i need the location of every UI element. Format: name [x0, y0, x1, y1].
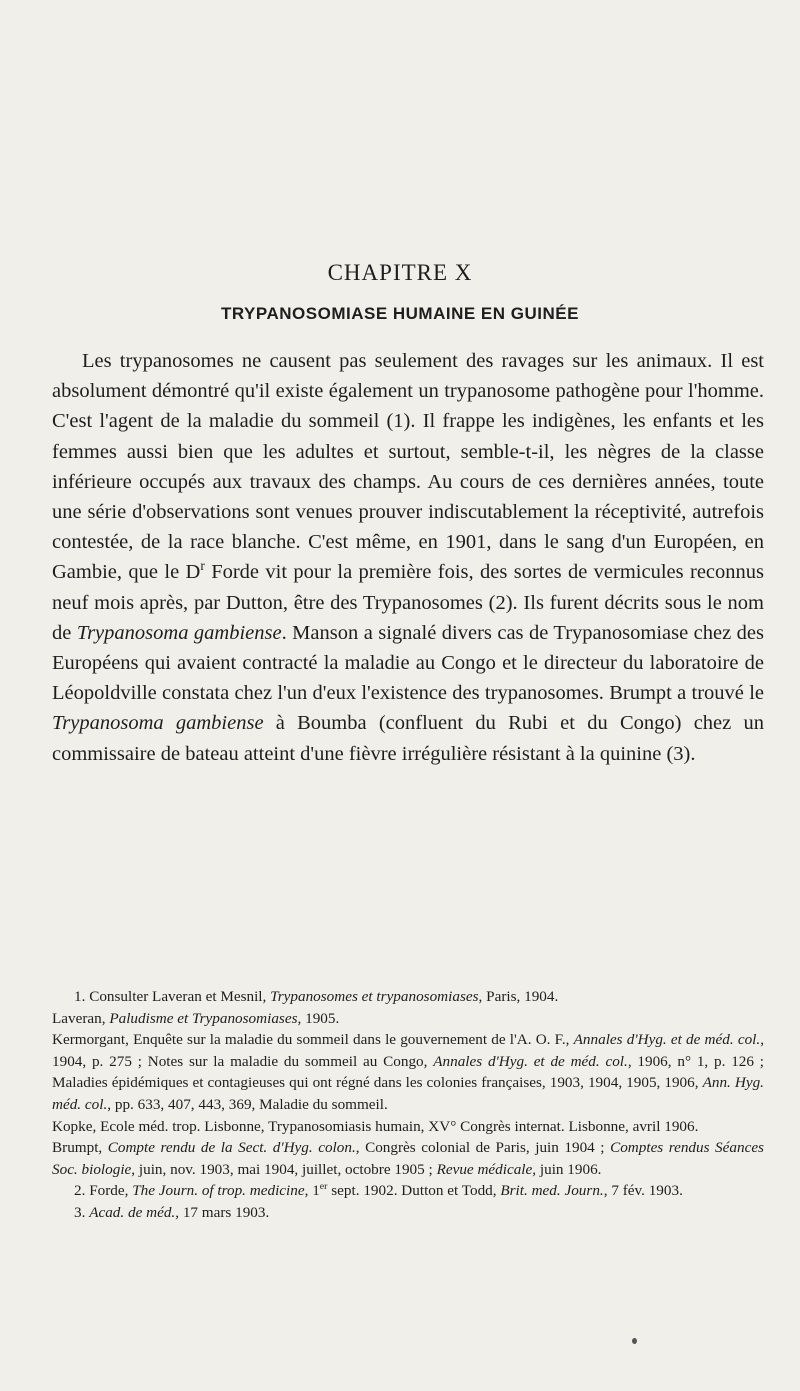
- footnote-title: Acad. de méd.: [89, 1203, 176, 1221]
- footnote-text: , juin 1906.: [532, 1160, 602, 1178]
- footnote-title: Comptes rendus Séances Soc. biologie: [52, 1139, 764, 1178]
- paragraph-text: à Boumba (confluent du Rubi et du Congo) chez un commissaire de bateau atteint d'une fièvre irrégulière résistant à la quinine (3).: [52, 712, 764, 765]
- footnote-title: The Journ. of trop. medicine: [132, 1182, 305, 1200]
- footnote: [52, 1180, 764, 1202]
- footnote: [52, 1202, 764, 1224]
- footnote-text: , pp. 633, 407, 443, 369, Maladie du sommeil.: [107, 1095, 388, 1113]
- footnote: [52, 986, 764, 1008]
- species-name: Trypanosoma gambiense: [52, 712, 264, 735]
- footnote-text: Laveran,: [52, 1009, 110, 1027]
- footnote-text: Kopke, Ecole méd. trop. Lisbonne, Trypanosomiasis humain, XV° Congrès internat. Lisbonne, avril 1906.: [52, 1117, 699, 1135]
- footnote-text: , Congrès colonial de Paris, juin 1904 ;: [355, 1139, 611, 1157]
- ink-speck: [632, 1338, 637, 1344]
- footnote-text: , 1: [304, 1182, 320, 1200]
- footnote-title: Paludisme et Trypanosomiases: [109, 1009, 298, 1027]
- footnote-text: , juin, nov. 1903, mai 1904, juillet, octobre 1905 ;: [131, 1160, 437, 1178]
- footnote-text: Brumpt,: [52, 1139, 108, 1157]
- footnote: [52, 1116, 764, 1138]
- footnote-text: , 7 fév. 1903.: [603, 1182, 683, 1200]
- footnote: [52, 1008, 764, 1030]
- footnote-title: Brit. med. Journ.: [500, 1182, 604, 1200]
- footnote-title: Compte rendu de la Sect. d'Hyg. colon.: [107, 1139, 356, 1157]
- footnote-text: , 1905.: [297, 1009, 340, 1027]
- footnote: [52, 1029, 764, 1115]
- footnote-text: , Paris, 1904.: [478, 988, 559, 1005]
- footnote-text: sept. 1902. Dutton et Todd,: [327, 1182, 501, 1200]
- footnote-title: Annales d'Hyg. et de méd. col.: [573, 1031, 761, 1049]
- species-name: Trypanosoma gambiense: [76, 621, 282, 644]
- footnote-title: Trypanosomes et trypanosomiases: [270, 988, 479, 1005]
- footnote-text: , 1906, n° 1, p. 126 ; Maladies épidémiques et contagieuses qui ont régné dans les colonies françaises, 1903, 1904, 1905, 1906,: [52, 1052, 764, 1092]
- superscript: er: [319, 1181, 328, 1193]
- footnote-text: 3.: [74, 1203, 90, 1221]
- footnote-text: Kermorgant, Enquête sur la maladie du sommeil dans le gouvernement de l'A. O. F.,: [52, 1031, 574, 1049]
- paragraph-text: Forde vit pour la première fois, des sortes de vermicules reconnus neuf mois après, par Dutton, être des Trypanosomes (2). Ils furent décrits sous le nom de: [52, 561, 765, 644]
- footnote-text: 2. Forde,: [74, 1182, 133, 1200]
- chapter-title: TRYPANOSOMIASE HUMAINE EN GUINÉE: [221, 304, 579, 323]
- footnote-text: , 1904, p. 275 ; Notes sur la maladie du sommeil au Congo,: [52, 1031, 764, 1070]
- footnote-title: Ann. Hyg. méd. col.: [52, 1074, 764, 1113]
- chapter-heading: CHAPITRE X: [327, 260, 473, 285]
- footnote-title: Revue médicale: [436, 1160, 533, 1178]
- footnotes: [52, 986, 764, 1224]
- footnote-text: 1. Consulter Laveran et Mesnil,: [74, 988, 271, 1005]
- footnote-text: , 17 mars 1903.: [175, 1203, 270, 1221]
- superscript: r: [200, 558, 205, 574]
- footnote: [52, 1137, 764, 1180]
- paragraph-text: Les trypanosomes ne causent pas seulement des ravages sur les animaux. Il est absolument démontré qu'il existe également un trypanosome pathogène pour l'homme. C'est l'agent de la maladie du sommeil (1). Il frappe les indigènes, les enfants et les femmes aussi bien que les adultes et surtout, semble-t-il, les nègres de la classe inférieure occupés aux travaux des champs. Au cours de ces dernières années, toute une série d'observations sont venues prouver indiscutablement la réceptivité, autrefois contestée, de la race blanche. C'est même, en 1901, dans le sang d'un Européen, en Gambie, que le D: [52, 350, 764, 584]
- paragraph-text: . Manson a signalé divers cas de Trypanosomiase chez des Européens qui avaient contracté la maladie au Congo et le directeur du laboratoire de Léopoldville constata chez l'un d'eux l'existence des trypanosomes. Brumpt a trouvé le: [52, 621, 764, 705]
- footnote-title: Annales d'Hyg. et de méd. col.: [433, 1052, 628, 1070]
- main-paragraph: [52, 346, 764, 769]
